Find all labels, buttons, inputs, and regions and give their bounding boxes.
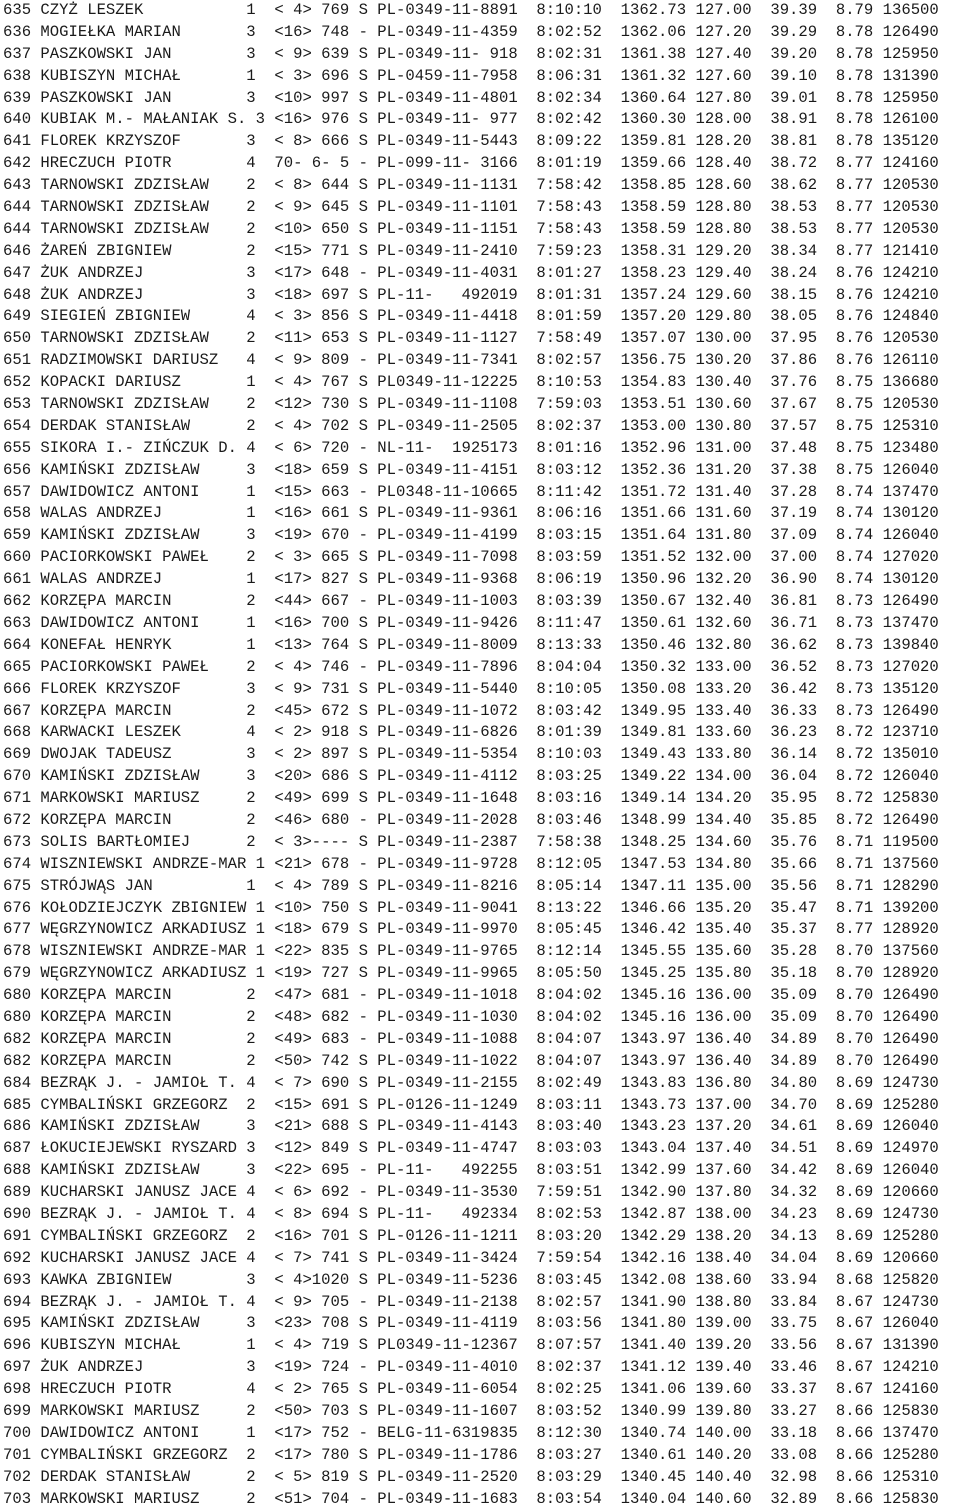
result-row: 679 WĘGRZYNOWICZ ARKADIUSZ 1 <19> 727 S PL-0349-11-9965 8:05:50 1345.25 135.80 35.18 8.70 128920 (3, 964, 939, 983)
result-row: 698 HRECZUCH PIOTR 4 < 2> 765 S PL-0349-11-6054 8:02:25 1341.06 139.60 33.37 8.67 124160 (3, 1380, 939, 1399)
result-row: 653 TARNOWSKI ZDZISŁAW 2 <12> 730 S PL-0349-11-1108 7:59:03 1353.51 130.60 37.67 8.75 120530 (3, 395, 939, 414)
result-row: 652 KOPACKI DARIUSZ 1 < 4> 767 S PL0349-11-12225 8:10:53 1354.83 130.40 37.76 8.75 136680 (3, 373, 939, 392)
result-row: 638 KUBISZYN MICHAŁ 1 < 3> 696 S PL-0459-11-7958 8:06:31 1361.32 127.60 39.10 8.78 131390 (3, 66, 939, 85)
result-row: 671 MARKOWSKI MARIUSZ 2 <49> 699 S PL-0349-11-1648 8:03:16 1349.14 134.20 35.95 8.72 125830 (3, 789, 939, 808)
result-row: 691 CYMBALIŃSKI GRZEGORZ 2 <16> 701 S PL-0126-11-1211 8:03:20 1342.29 138.20 34.13 8.69 125280 (3, 1226, 939, 1245)
result-row: 666 FLOREK KRZYSZOF 3 < 9> 731 S PL-0349-11-5440 8:10:05 1350.08 133.20 36.42 8.73 135120 (3, 679, 939, 698)
result-row: 674 WISZNIEWSKI ANDRZE-MAR 1 <21> 678 - PL-0349-11-9728 8:12:05 1347.53 134.80 35.66 8.71 137560 (3, 854, 939, 873)
result-row: 657 DAWIDOWICZ ANTONI 1 <15> 663 - PL0348-11-10665 8:11:42 1351.72 131.40 37.28 8.74 137470 (3, 482, 939, 501)
result-row: 664 KONEFAŁ HENRYK 1 <13> 764 S PL-0349-11-8009 8:13:33 1350.46 132.80 36.62 8.73 139840 (3, 635, 939, 654)
result-row: 639 PASZKOWSKI JAN 3 <10> 997 S PL-0349-11-4801 8:02:34 1360.64 127.80 39.01 8.78 125950 (3, 88, 939, 107)
result-row: 656 KAMIŃSKI ZDZISŁAW 3 <18> 659 S PL-0349-11-4151 8:03:12 1352.36 131.20 37.38 8.75 126040 (3, 460, 939, 479)
result-row: 675 STRÓJWĄS JAN 1 < 4> 789 S PL-0349-11-8216 8:05:14 1347.11 135.00 35.56 8.71 128290 (3, 876, 939, 895)
result-row: 680 KORZĘPA MARCIN 2 <47> 681 - PL-0349-11-1018 8:04:02 1345.16 136.00 35.09 8.70 126490 (3, 986, 939, 1005)
result-row: 651 RADZIMOWSKI DARIUSZ 4 < 9> 809 - PL-0349-11-7341 8:02:57 1356.75 130.20 37.86 8.76 126110 (3, 351, 939, 370)
result-row: 702 DERDAK STANISŁAW 2 < 5> 819 S PL-0349-11-2520 8:03:29 1340.45 140.40 32.98 8.66 125310 (3, 1467, 939, 1486)
result-row: 644 TARNOWSKI ZDZISŁAW 2 <10> 650 S PL-0349-11-1151 7:58:43 1358.59 128.80 38.53 8.77 120530 (3, 219, 939, 238)
result-row: 682 KORZĘPA MARCIN 2 <49> 683 - PL-0349-11-1088 8:04:07 1343.97 136.40 34.89 8.70 126490 (3, 1029, 939, 1048)
result-row: 636 MOGIEŁKA MARIAN 3 <16> 748 - PL-0349-11-4359 8:02:52 1362.06 127.20 39.29 8.78 126490 (3, 22, 939, 41)
result-row: 670 KAMIŃSKI ZDZISŁAW 3 <20> 686 S PL-0349-11-4112 8:03:25 1349.22 134.00 36.04 8.72 126040 (3, 767, 939, 786)
results-list (3, 0, 939, 1510)
result-row: 697 ŻUK ANDRZEJ 3 <19> 724 - PL-0349-11-4010 8:02:37 1341.12 139.40 33.46 8.67 124210 (3, 1358, 939, 1377)
result-row: 662 KORZĘPA MARCIN 2 <44> 667 - PL-0349-11-1003 8:03:39 1350.67 132.40 36.81 8.73 126490 (3, 592, 939, 611)
result-row: 690 BEZRĄK J. - JAMIOŁ T. 4 < 8> 694 S PL-11- 492334 8:02:53 1342.87 138.00 34.23 8.69 124730 (3, 1204, 939, 1223)
result-row: 700 DAWIDOWICZ ANTONI 1 <17> 752 - BELG-11-6319835 8:12:30 1340.74 140.00 33.18 8.66 137470 (3, 1423, 939, 1442)
result-row: 648 ŻUK ANDRZEJ 3 <18> 697 S PL-11- 492019 8:01:31 1357.24 129.60 38.15 8.76 124210 (3, 285, 939, 304)
result-row: 642 HRECZUCH PIOTR 4 70- 6- 5 - PL-099-11- 3166 8:01:19 1359.66 128.40 38.72 8.77 124160 (3, 154, 939, 173)
result-row: 699 MARKOWSKI MARIUSZ 2 <50> 703 S PL-0349-11-1607 8:03:52 1340.99 139.80 33.27 8.66 125830 (3, 1402, 939, 1420)
result-row: 635 CZYŻ LESZEK 1 < 4> 769 S PL-0349-11-8891 8:10:10 1362.73 127.00 39.39 8.79 136500 (3, 1, 939, 19)
result-row: 696 KUBISZYN MICHAŁ 1 < 4> 719 S PL0349-11-12367 8:07:57 1341.40 139.20 33.56 8.67 131390 (3, 1336, 939, 1355)
result-row: 660 PACIORKOWSKI PAWEŁ 2 < 3> 665 S PL-0349-11-7098 8:03:59 1351.52 132.00 37.00 8.74 127020 (3, 548, 939, 567)
result-row: 680 KORZĘPA MARCIN 2 <48> 682 - PL-0349-11-1030 8:04:02 1345.16 136.00 35.09 8.70 126490 (3, 1007, 939, 1026)
result-row: 672 KORZĘPA MARCIN 2 <46> 680 - PL-0349-11-2028 8:03:46 1348.99 134.40 35.85 8.72 126490 (3, 810, 939, 829)
result-row: 678 WISZNIEWSKI ANDRZE-MAR 1 <22> 835 S PL-0349-11-9765 8:12:14 1345.55 135.60 35.28 8.70 137560 (3, 942, 939, 961)
result-row: 637 PASZKOWSKI JAN 3 < 9> 639 S PL-0349-11- 918 8:02:31 1361.38 127.40 39.20 8.78 125950 (3, 44, 939, 63)
result-row: 687 ŁOKUCIEJEWSKI RYSZARD 3 <12> 849 S PL-0349-11-4747 8:03:03 1343.04 137.40 34.51 8.69 124970 (3, 1139, 939, 1158)
result-row: 694 BEZRĄK J. - JAMIOŁ T. 4 < 9> 705 - PL-0349-11-2138 8:02:57 1341.90 138.80 33.84 8.67 124730 (3, 1292, 939, 1311)
result-row: 689 KUCHARSKI JANUSZ JACE 4 < 6> 692 - PL-0349-11-3530 7:59:51 1342.90 137.80 34.32 8.69 120660 (3, 1183, 939, 1202)
result-row: 644 TARNOWSKI ZDZISŁAW 2 < 9> 645 S PL-0349-11-1101 7:58:43 1358.59 128.80 38.53 8.77 120530 (3, 198, 939, 217)
result-row: 703 MARKOWSKI MARIUSZ 2 <51> 704 - PL-0349-11-1683 8:03:54 1340.04 140.60 32.89 8.66 125830 (3, 1489, 939, 1508)
result-row: 685 CYMBALIŃSKI GRZEGORZ 2 <15> 691 S PL-0126-11-1249 8:03:11 1343.73 137.00 34.70 8.69 125280 (3, 1095, 939, 1114)
result-row: 693 KAWKA ZBIGNIEW 3 < 4>1020 S PL-0349-11-5236 8:03:45 1342.08 138.60 33.94 8.68 125820 (3, 1270, 939, 1289)
result-row: 676 KOŁODZIEJCZYK ZBIGNIEW 1 <10> 750 S PL-0349-11-9041 8:13:22 1346.66 135.20 35.47 8.71 139200 (3, 898, 939, 917)
result-row: 688 KAMIŃSKI ZDZISŁAW 3 <22> 695 - PL-11- 492255 8:03:51 1342.99 137.60 34.42 8.69 126040 (3, 1161, 939, 1180)
result-row: 643 TARNOWSKI ZDZISŁAW 2 < 8> 644 S PL-0349-11-1131 7:58:42 1358.85 128.60 38.62 8.77 120530 (3, 176, 939, 195)
result-row: 669 DWOJAK TADEUSZ 3 < 2> 897 S PL-0349-11-5354 8:10:03 1349.43 133.80 36.14 8.72 135010 (3, 745, 939, 764)
result-row: 677 WĘGRZYNOWICZ ARKADIUSZ 1 <18> 679 S PL-0349-11-9970 8:05:45 1346.42 135.40 35.37 8.77 128920 (3, 920, 939, 939)
result-row: 668 KARWACKI LESZEK 4 < 2> 918 S PL-0349-11-6826 8:01:39 1349.81 133.60 36.23 8.72 123710 (3, 723, 939, 742)
result-row: 650 TARNOWSKI ZDZISŁAW 2 <11> 653 S PL-0349-11-1127 7:58:49 1357.07 130.00 37.95 8.76 120530 (3, 329, 939, 348)
result-row: 663 DAWIDOWICZ ANTONI 1 <16> 700 S PL-0349-11-9426 8:11:47 1350.61 132.60 36.71 8.73 137470 (3, 613, 939, 632)
result-row: 686 KAMIŃSKI ZDZISŁAW 3 <21> 688 S PL-0349-11-4143 8:03:40 1343.23 137.20 34.61 8.69 126040 (3, 1117, 939, 1136)
result-row: 665 PACIORKOWSKI PAWEŁ 2 < 4> 746 - PL-0349-11-7896 8:04:04 1350.32 133.00 36.52 8.73 127020 (3, 657, 939, 676)
result-row: 684 BEZRĄK J. - JAMIOŁ T. 4 < 7> 690 S PL-0349-11-2155 8:02:49 1343.83 136.80 34.80 8.69 124730 (3, 1073, 939, 1092)
result-row: 692 KUCHARSKI JANUSZ JACE 4 < 7> 741 S PL-0349-11-3424 7:59:54 1342.16 138.40 34.04 8.69 120660 (3, 1248, 939, 1267)
result-row: 673 SOLIS BARTŁOMIEJ 2 < 3>---- S PL-0349-11-2387 7:58:38 1348.25 134.60 35.76 8.71 119500 (3, 832, 939, 851)
result-row: 654 DERDAK STANISŁAW 2 < 4> 702 S PL-0349-11-2505 8:02:37 1353.00 130.80 37.57 8.75 125310 (3, 416, 939, 435)
result-row: 655 SIKORA I.- ZIŃCZUK D. 4 < 6> 720 - NL-11- 1925173 8:01:16 1352.96 131.00 37.48 8.75 123480 (3, 438, 939, 457)
result-row: 659 KAMIŃSKI ZDZISŁAW 3 <19> 670 - PL-0349-11-4199 8:03:15 1351.64 131.80 37.09 8.74 126040 (3, 526, 939, 545)
result-row: 649 SIEGIEŃ ZBIGNIEW 4 < 3> 856 S PL-0349-11-4418 8:01:59 1357.20 129.80 38.05 8.76 124840 (3, 307, 939, 326)
result-row: 640 KUBIAK M.- MAŁANIAK S. 3 <16> 976 S PL-0349-11- 977 8:02:42 1360.30 128.00 38.91 8.78 126100 (3, 110, 939, 129)
result-row: 646 ŻAREŃ ZBIGNIEW 2 <15> 771 S PL-0349-11-2410 7:59:23 1358.31 129.20 38.34 8.77 121410 (3, 241, 939, 260)
result-row: 682 KORZĘPA MARCIN 2 <50> 742 S PL-0349-11-1022 8:04:07 1343.97 136.40 34.89 8.70 126490 (3, 1051, 939, 1070)
result-row: 661 WALAS ANDRZEJ 1 <17> 827 S PL-0349-11-9368 8:06:19 1350.96 132.20 36.90 8.74 130120 (3, 570, 939, 589)
result-row: 647 ŻUK ANDRZEJ 3 <17> 648 - PL-0349-11-4031 8:01:27 1358.23 129.40 38.24 8.76 124210 (3, 263, 939, 282)
result-row: 701 CYMBALIŃSKI GRZEGORZ 2 <17> 780 S PL-0349-11-1786 8:03:27 1340.61 140.20 33.08 8.66 125280 (3, 1445, 939, 1464)
result-row: 695 KAMIŃSKI ZDZISŁAW 3 <23> 708 S PL-0349-11-4119 8:03:56 1341.80 139.00 33.75 8.67 126040 (3, 1314, 939, 1333)
result-row: 641 FLOREK KRZYSZOF 3 < 8> 666 S PL-0349-11-5443 8:09:22 1359.81 128.20 38.81 8.78 135120 (3, 132, 939, 151)
result-row: 667 KORZĘPA MARCIN 2 <45> 672 S PL-0349-11-1072 8:03:42 1349.95 133.40 36.33 8.73 126490 (3, 701, 939, 720)
result-row: 658 WALAS ANDRZEJ 1 <16> 661 S PL-0349-11-9361 8:06:16 1351.66 131.60 37.19 8.74 130120 (3, 504, 939, 523)
